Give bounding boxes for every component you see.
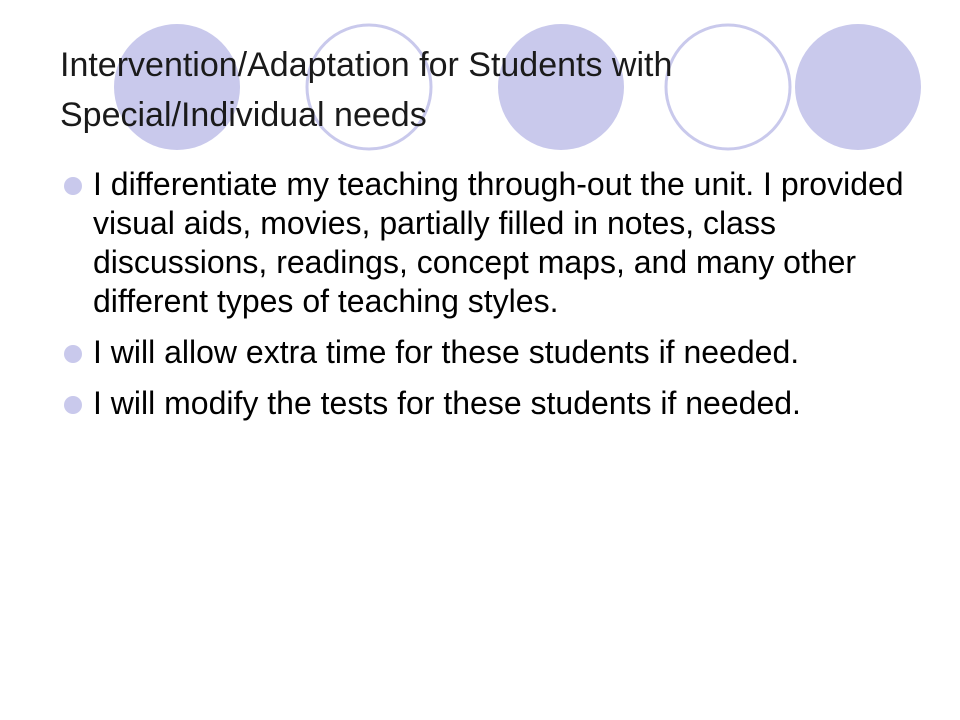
bullet-item [60,333,920,372]
bullet-dot-icon [64,345,82,363]
bullet-list [60,165,920,435]
bullet-dot-icon [64,396,82,414]
bullet-item [60,384,920,423]
bullet-text: I will allow extra time for these students if needed. [93,334,800,370]
bullet-item [60,165,920,321]
bullet-text: I will modify the tests for these students if needed. [93,385,801,421]
bullet-text: I differentiate my teaching through-out the unit. I provided visual aids, movies, partially filled in notes, class discussions, readings, concept maps, and many other different types of teaching styles. [93,166,904,319]
bullet-dot-icon [64,177,82,195]
slide-title: Intervention/Adaptation for Students with Special/Individual needs [60,46,673,134]
